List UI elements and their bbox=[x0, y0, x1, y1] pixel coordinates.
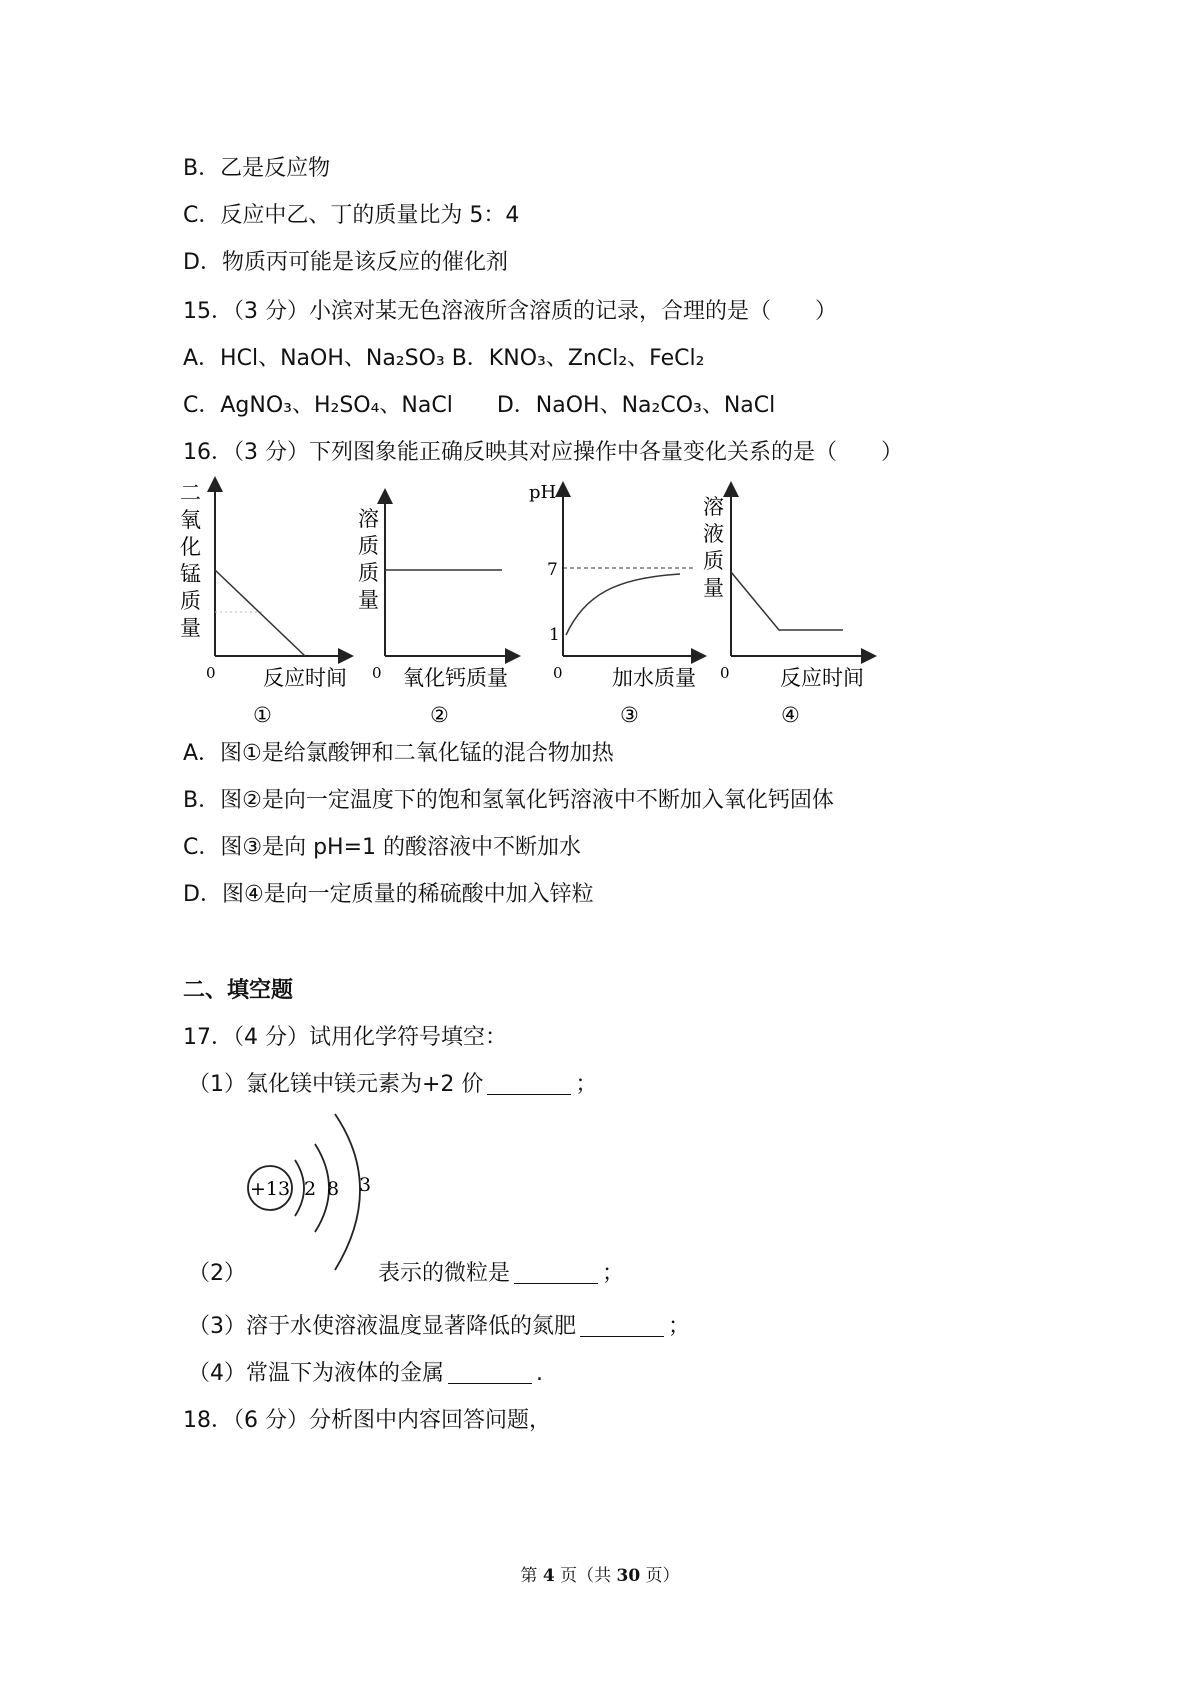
graph-2-number: ② bbox=[430, 703, 449, 727]
q17-part-4 bbox=[188, 1359, 543, 1389]
graph-4-ylabel-0: 溶 bbox=[703, 495, 724, 519]
graph-2-ylabel-1: 质 bbox=[358, 534, 379, 558]
q17-part-2-label: （2） bbox=[188, 1261, 246, 1286]
electron-shell-1 bbox=[295, 1160, 304, 1216]
graph-3-origin: 0 bbox=[553, 664, 563, 682]
footer-suffix: 页） bbox=[640, 1566, 680, 1586]
graph-2 bbox=[358, 492, 517, 727]
graph-1-ylabel-2: 化 bbox=[180, 535, 201, 559]
shell-2-electrons: 8 bbox=[326, 1178, 340, 1200]
footer-page-number: 4 bbox=[542, 1566, 555, 1586]
q17-part-3 bbox=[188, 1312, 690, 1342]
section-heading: 二、填空题 bbox=[183, 978, 294, 1003]
q17-answer-blank-2[interactable] bbox=[514, 1261, 598, 1284]
shell-3-electrons: 3 bbox=[358, 1174, 372, 1196]
q17-answer-blank-1[interactable] bbox=[487, 1072, 571, 1095]
nucleus-charge: +13 bbox=[249, 1178, 291, 1200]
q17-stem: 17．（4 分）试用化学符号填空： bbox=[183, 1025, 507, 1050]
graph-2-xlabel: 氧化钙质量 bbox=[403, 666, 508, 690]
footer-total-pages: 30 bbox=[616, 1566, 641, 1586]
q14-option-d: D．物质丙可能是该反应的催化剂 bbox=[183, 250, 508, 275]
graph-4-ylabel-1: 液 bbox=[703, 522, 724, 546]
q16-option-c: C．图③是向 pH=1 的酸溶液中不断加水 bbox=[183, 835, 582, 860]
q17-part-3-text: （3）溶于水使溶液温度显著降低的氮肥 bbox=[188, 1314, 576, 1339]
graph-4-ylabel-3: 量 bbox=[703, 576, 724, 600]
q17-answer-blank-3[interactable] bbox=[580, 1314, 664, 1337]
q16-stem: 16．（3 分）下列图象能正确反映其对应操作中各量变化关系的是（ ） bbox=[183, 440, 903, 465]
graph-4-ylabel-2: 质 bbox=[703, 549, 724, 573]
q16-option-b: B．图②是向一定温度下的饱和氢氧化钙溶液中不断加入氧化钙固体 bbox=[183, 788, 834, 813]
q17-part-3-end: ； bbox=[668, 1314, 691, 1339]
graph-2-ylabel-0: 溶 bbox=[358, 507, 379, 531]
graph-4 bbox=[703, 485, 873, 727]
q17-part-2-end: ； bbox=[602, 1261, 625, 1286]
graph-2-ylabel-3: 量 bbox=[358, 588, 379, 612]
graph-1-ylabel-0: 二 bbox=[180, 481, 201, 505]
graph-4-xlabel: 反应时间 bbox=[780, 666, 864, 690]
graph-1-ylabel-5: 量 bbox=[180, 616, 201, 640]
q15-options-ab: A．HCl、NaOH、Na₂SO₃ B．KNO₃、ZnCl₂、FeCl₂ bbox=[183, 346, 705, 371]
graph-1-ylabel-4: 质 bbox=[180, 589, 201, 613]
graph-1-curve bbox=[215, 570, 305, 656]
graph-3-tick-1: 1 bbox=[549, 625, 560, 645]
q17-part-1-text: （1）氯化镁中镁元素为+2 价 bbox=[188, 1072, 484, 1097]
q16-graphs-figure bbox=[0, 470, 1200, 730]
page-footer bbox=[0, 1561, 1200, 1586]
footer-middle: 页（共 bbox=[554, 1566, 617, 1586]
graph-3 bbox=[529, 482, 703, 727]
q15-stem: 15．（3 分）小滨对某无色溶液所含溶质的记录，合理的是（ ） bbox=[183, 299, 837, 324]
graph-4-curve bbox=[731, 572, 843, 630]
graph-2-origin: 0 bbox=[372, 664, 382, 682]
q15-options-cd: C．AgNO₃、H₂SO₄、NaCl D．NaOH、Na₂CO₃、NaCl bbox=[183, 393, 776, 418]
q17-part-2 bbox=[378, 1259, 624, 1289]
graph-1-number: ① bbox=[253, 703, 272, 727]
q17-part-1 bbox=[188, 1070, 597, 1100]
graph-4-origin: 0 bbox=[720, 664, 730, 682]
graph-3-ylabel: pH bbox=[529, 482, 557, 503]
graph-3-xlabel: 加水质量 bbox=[612, 666, 696, 690]
graph-1-origin: 0 bbox=[206, 664, 216, 682]
q17-answer-blank-4[interactable] bbox=[448, 1361, 532, 1384]
q17-part-1-end: ； bbox=[575, 1072, 598, 1097]
q18-stem: 18．（6 分）分析图中内容回答问题， bbox=[183, 1408, 551, 1433]
graph-3-curve bbox=[566, 574, 680, 635]
q14-option-c: C．反应中乙、丁的质量比为 5：4 bbox=[183, 203, 520, 228]
graph-1 bbox=[180, 480, 350, 727]
q17-part-4-end: . bbox=[536, 1361, 543, 1386]
graph-1-xlabel: 反应时间 bbox=[263, 666, 347, 690]
q16-option-d: D．图④是向一定质量的稀硫酸中加入锌粒 bbox=[183, 882, 594, 907]
q17-part-2-text: 表示的微粒是 bbox=[378, 1261, 511, 1286]
shell-1-electrons: 2 bbox=[303, 1178, 317, 1200]
graph-1-ylabel-3: 锰 bbox=[180, 562, 201, 586]
graph-3-tick-7: 7 bbox=[547, 560, 558, 580]
graph-3-number: ③ bbox=[620, 703, 639, 727]
graph-4-number: ④ bbox=[781, 703, 800, 727]
q16-option-a: A．图①是给氯酸钾和二氧化锰的混合物加热 bbox=[183, 741, 614, 766]
graph-2-ylabel-2: 质 bbox=[358, 561, 379, 585]
footer-prefix: 第 bbox=[520, 1566, 543, 1586]
q14-option-b: B．乙是反应物 bbox=[183, 156, 331, 181]
graph-1-ylabel-1: 氧 bbox=[180, 508, 201, 532]
q17-part-4-text: （4）常温下为液体的金属 bbox=[188, 1361, 444, 1386]
